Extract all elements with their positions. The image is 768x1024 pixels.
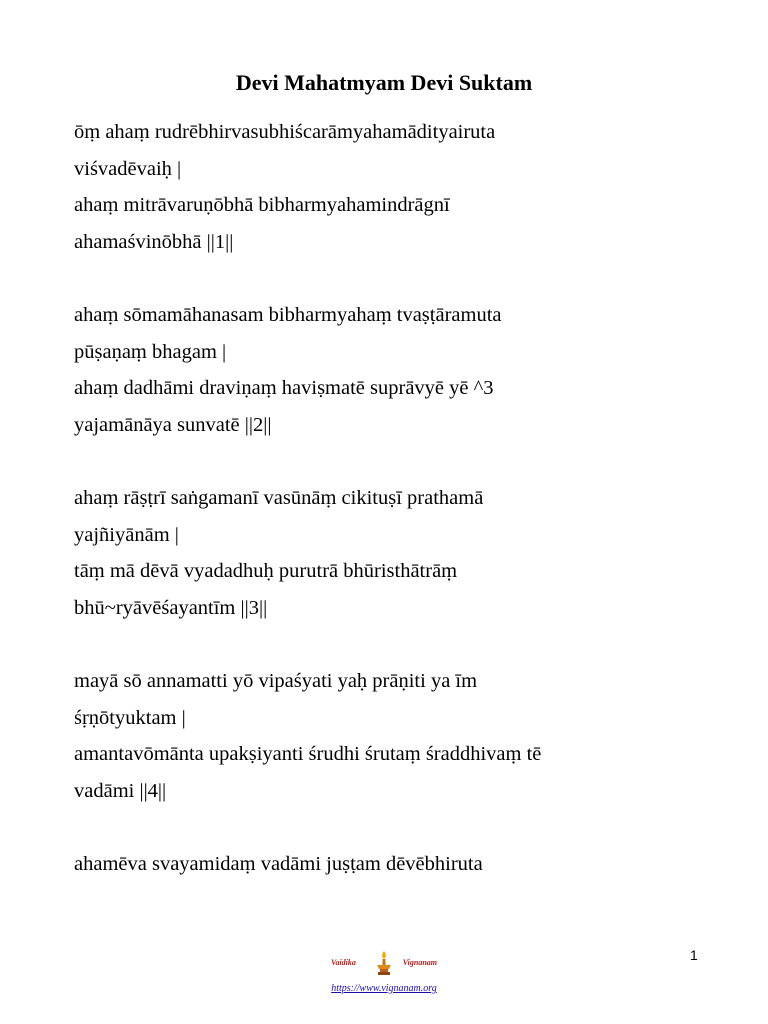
footer <box>0 950 768 994</box>
verse-line: mayā sō annamatti yō vipaśyati yaḥ prāṇiti ya īm <box>74 669 478 692</box>
verse-line: ahamaśvinōbhā ||1|| <box>74 230 234 253</box>
footer-link[interactable]: https://www.vignanam.org <box>331 983 437 994</box>
verse-line: pūṣaṇaṃ bhagam | <box>74 340 227 363</box>
lamp-icon <box>376 950 392 976</box>
stanza-gap <box>74 443 714 480</box>
verse-line: ahamēva svayamidaṃ vadāmi juṣṭam dēvēbhiruta <box>74 852 483 875</box>
verse-line: ahaṃ rāṣṭrī saṅgamanī vasūnāṃ cikituṣī prathamā <box>74 486 484 509</box>
stanza-gap <box>74 626 714 663</box>
stanza-2 <box>74 297 714 443</box>
verse-line: śṛṇōtyuktam | <box>74 706 186 729</box>
verse-line: ahaṃ sōmamāhanasam bibharmyahaṃ tvaṣṭāramuta <box>74 303 502 326</box>
verse-line: bhū~ryāvēśayantīm ||3|| <box>74 596 268 619</box>
logo-text-right: Vignanam <box>402 958 437 967</box>
vaidika-vignanam-logo <box>329 950 439 980</box>
verse-line: ahaṃ mitrāvaruṇōbhā bibharmyahamindrāgnī <box>74 194 450 217</box>
logo-text-left: Vaidika <box>331 958 356 967</box>
stanza-gap <box>74 809 714 846</box>
verse-body <box>74 114 714 882</box>
stanza-gap <box>74 260 714 297</box>
verse-line: ahaṃ dadhāmi draviṇaṃ haviṣmatē suprāvyē yē ^3 <box>74 377 494 400</box>
stanza-3 <box>74 480 714 626</box>
page-number: 1 <box>690 947 698 963</box>
page-title: Devi Mahatmyam Devi Suktam <box>235 70 533 95</box>
verse-line: tāṃ mā dēvā vyadadhuḥ purutrā bhūristhātrāṃ <box>74 560 458 583</box>
stanza-5 <box>74 846 714 883</box>
verse-line: vadāmi ||4|| <box>74 779 167 802</box>
verse-line: amantavōmānta upakṣiyanti śrudhi śrutaṃ śraddhivaṃ tē <box>74 743 542 766</box>
verse-line: ōṃ ahaṃ rudrēbhirvasubhiścarāmyahamādityairuta <box>74 121 496 143</box>
stanza-1 <box>74 114 714 260</box>
verse-line: yajamānāya sunvatē ||2|| <box>74 413 272 436</box>
verse-line: viśvadēvaiḥ | <box>74 157 182 180</box>
verse-line: yajñiyānām | <box>74 523 179 546</box>
stanza-4 <box>74 663 714 809</box>
